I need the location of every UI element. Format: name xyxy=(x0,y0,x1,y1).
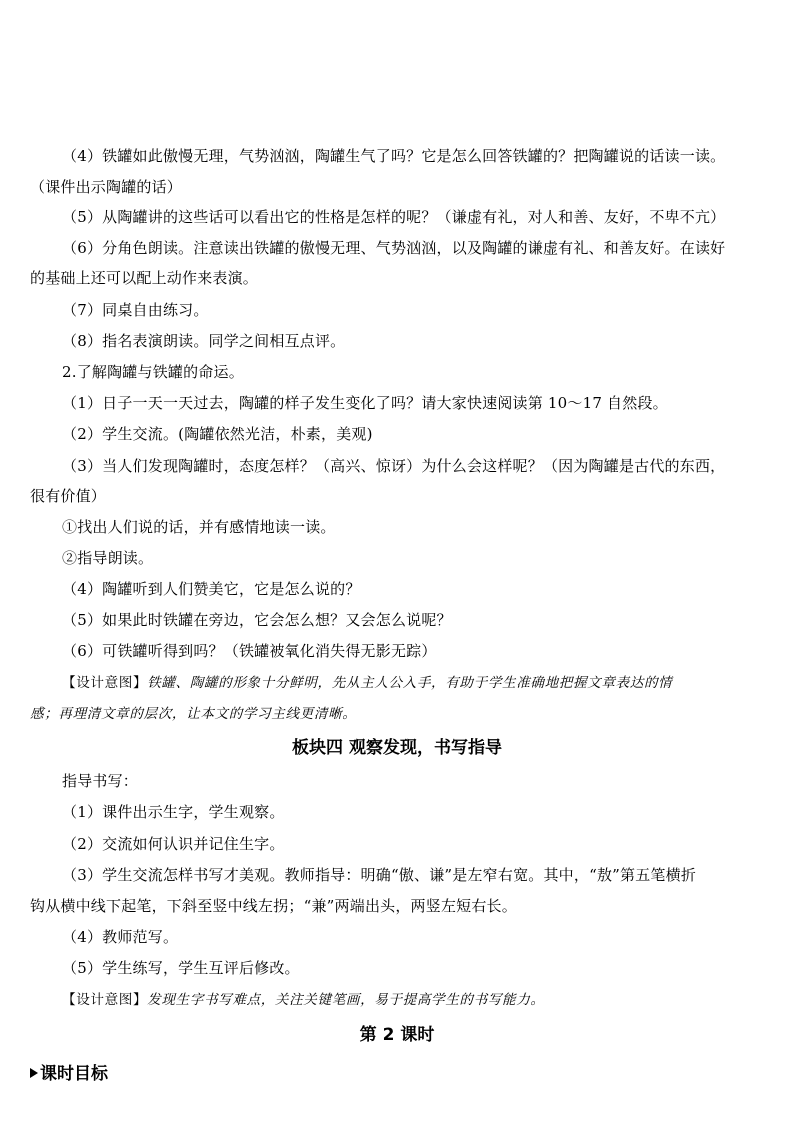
text-line: （6）可铁罐听得到吗？（铁罐被氧化消失得无影无踪） xyxy=(62,642,437,660)
goal-heading-row xyxy=(30,1063,108,1085)
text-line: （7）同桌自由练习。 xyxy=(62,301,209,319)
design-intent-tag: 【设计意图】 xyxy=(62,992,148,1008)
text-line: 指导书写： xyxy=(62,772,139,790)
text-line: （2）交流如何认识并记住生字。 xyxy=(62,835,285,853)
text-line: （1）课件出示生字，学生观察。 xyxy=(62,803,285,821)
lesson-heading: 第 2 课时 xyxy=(359,1025,435,1045)
text-line: 很有价值） xyxy=(30,487,107,505)
text-line: （8）指名表演朗读。同学之间相互点评。 xyxy=(62,332,346,350)
text-line: （2）学生交流。(陶罐依然光洁，朴素，美观) xyxy=(62,425,373,443)
design-intent-note xyxy=(62,990,764,1010)
text-line: ②指导朗读。 xyxy=(62,549,154,567)
text-line: （3）当人们发现陶罐时，态度怎样？（高兴、惊讶）为什么会这样呢？（因为陶罐是古代的东西， xyxy=(62,457,726,475)
design-intent-text: 发现生字书写难点，关注关键笔画，易于提高学生的书写能力。 xyxy=(147,992,545,1008)
design-intent-tag: 【设计意图】 xyxy=(62,675,148,691)
design-intent-text: 感；再理清文章的层次，让本文的学习主线更清晰。 xyxy=(30,706,357,722)
text-line: 钩从横中线下起笔，下斜至竖中线左拐；“兼”两端出头，两竖左短右长。 xyxy=(30,897,517,915)
text-line: 的基础上还可以配上动作来表演。 xyxy=(30,269,259,287)
triangle-right-icon xyxy=(30,1068,38,1078)
text-line: 2.了解陶罐与铁罐的命运。 xyxy=(62,363,244,381)
text-line: （课件出示陶罐的话） xyxy=(30,178,183,196)
text-line: （5）从陶罐讲的这些话可以看出它的性格是怎样的呢？（谦虚有礼，对人和善、友好，不卑不亢） xyxy=(62,208,726,226)
text-line: （4）教师范写。 xyxy=(62,928,179,946)
text-line: （4）铁罐如此傲慢无理，气势汹汹，陶罐生气了吗？它是怎么回答铁罐的？把陶罐说的话读一读。 xyxy=(62,147,726,165)
design-intent-text: 铁罐、陶罐的形象十分鲜明，先从主人公入手，有助于学生准确地把握文章表达的情 xyxy=(147,675,673,691)
text-line: （1）日子一天一天过去，陶罐的样子发生变化了吗？请大家快速阅读第 10～17 自然段。 xyxy=(62,394,668,412)
text-line: ①找出人们说的话，并有感情地读一读。 xyxy=(62,518,336,536)
section-heading: 板块四 观察发现，书写指导 xyxy=(292,738,502,758)
design-intent-note xyxy=(62,673,764,693)
text-line: （6）分角色朗读。注意读出铁罐的傲慢无理、气势汹汹，以及陶罐的谦虚有礼、和善友好。在读好 xyxy=(62,239,726,257)
text-line: （5）学生练写，学生互评后修改。 xyxy=(62,959,300,977)
goal-heading: 课时目标 xyxy=(40,1064,108,1084)
text-line: （3）学生交流怎样书写才美观。教师指导：明确“傲、谦”是左窄右宽。其中，“敖”第五笔横折 xyxy=(62,866,697,884)
text-line: （4）陶罐听到人们赞美它，它是怎么说的？ xyxy=(62,580,361,598)
text-line: （5）如果此时铁罐在旁边，它会怎么想？又会怎么说呢？ xyxy=(62,611,452,629)
